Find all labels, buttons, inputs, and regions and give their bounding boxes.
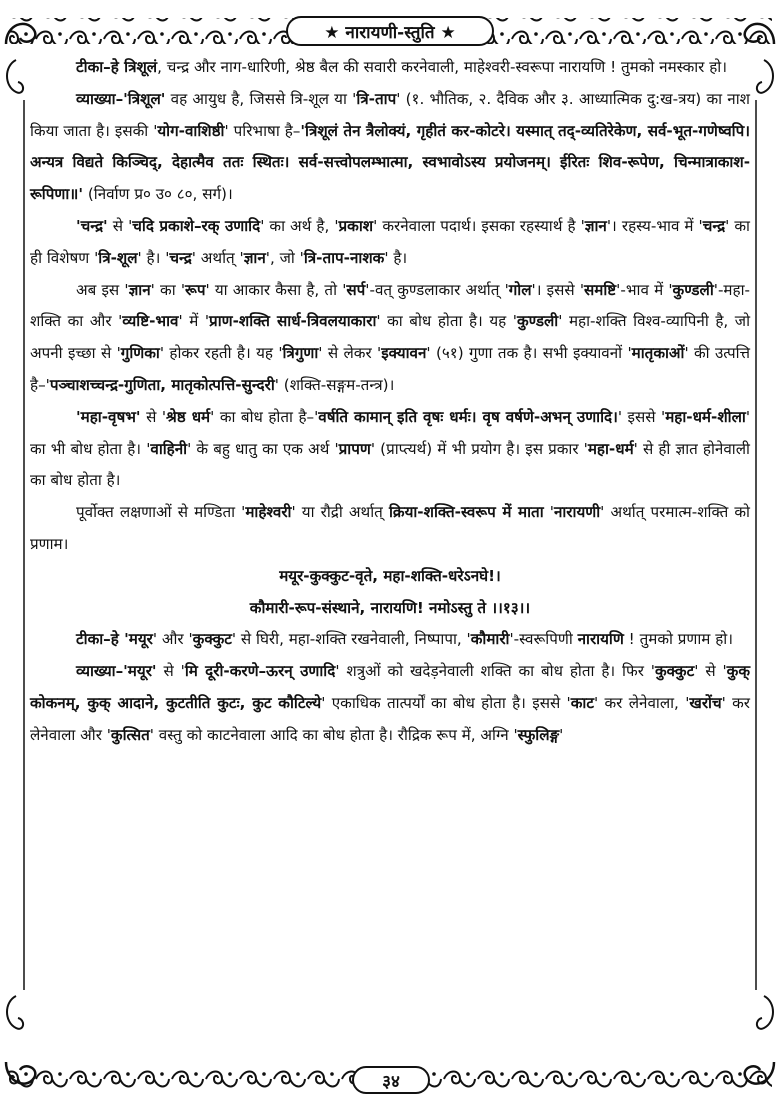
text-run: नारायणी <box>553 503 601 522</box>
text-run: ' एकाधिक तात्पर्यों का बोध होता है। इससे ' <box>321 693 571 712</box>
text-run: से ' <box>156 662 185 681</box>
text-run: '। रहस्य-भाव में ' <box>606 216 703 235</box>
text-run: ' है। <box>384 248 408 267</box>
paragraph-maha-vrishabha <box>30 402 750 497</box>
text-run: योग-वाशिष्ठी <box>157 121 225 140</box>
text-run: कुक्कुट <box>654 662 695 681</box>
text-run: व्याख्या–'मयूर' <box>76 662 157 681</box>
text-run: चदि प्रकाशे–रक् उणादि <box>132 216 261 235</box>
text-run: अब इस ' <box>76 280 129 299</box>
paragraph-chandra <box>30 211 750 275</box>
text-run: गोल <box>508 280 532 299</box>
text-run: ' से लेकर ' <box>318 344 382 363</box>
paragraph-tika-1 <box>30 52 750 84</box>
text-run: ' (प्राप्त्यर्थ) में भी प्रयोग है। इस प्रकार ' <box>370 439 588 458</box>
text-run: वह आयुध है, जिससे त्रि-शूल या ' <box>165 89 357 108</box>
text-run: ' से ' <box>694 662 727 681</box>
text-run: '-भाव में ' <box>616 280 673 299</box>
text-run: टीका–हे <box>76 58 125 76</box>
text-run: ' से घिरी, महा-शक्ति रखनेवाली, निष्पापा, ' <box>231 630 471 649</box>
text-run: ', जो ' <box>265 248 304 267</box>
text-run: ' की उत्पत्ति है–' <box>30 344 750 394</box>
text-run: वर्षति कामान् इति वृषः धर्मः। वृष वर्षणे-अभन् उणादि। <box>318 407 618 426</box>
paragraph-tika-2 <box>30 624 750 656</box>
text-run: महा-धर्म-शीला <box>665 407 746 426</box>
text-run: प्रापण <box>338 439 371 458</box>
text-run: रूप <box>185 280 206 299</box>
page-number: ३४ <box>352 1066 430 1094</box>
text-run: कुत्सित <box>110 725 150 744</box>
text-run: ' है। ' <box>137 248 170 267</box>
text-run: त्रिशूलं <box>124 58 158 76</box>
text-run: ' का अर्थ है, ' <box>260 216 339 235</box>
text-run: व्यष्टि-भाव <box>122 312 179 331</box>
text-run: ' <box>543 503 554 522</box>
text-run: कुण्डली <box>516 312 559 331</box>
text-run: ' का बोध होता है–' <box>210 407 319 426</box>
text-run: ' और ' <box>152 630 193 649</box>
text-run: , चन्द्र और नाग-धारिणी, श्रेष्ठ बैल की सवारी करनेवाली, माहेश्वरी-स्वरूपा नारायणि ! तुमको नमस्कार हो। <box>157 58 727 76</box>
text-run: कुक्कुट <box>192 630 232 649</box>
text-run: ' अर्थात् ' <box>191 248 244 267</box>
text-run: ' महा-शक्ति विश्व-व्यापिनी है, जो अपनी इच्छा से ' <box>30 312 750 363</box>
text-run: कुक् कोकनम्, कुक् आदाने, कुटतीति कुटः, कुट कौटिल्ये <box>30 662 750 712</box>
text-run: त्रि-ताप-नाशक <box>303 248 385 267</box>
text-run: वाहिनी <box>150 439 188 458</box>
text-run: ज्ञान <box>584 216 607 235</box>
text-run: (निर्वाण प्र० उ० ८०, सर्ग)। <box>83 185 233 204</box>
verse-line-1: मयूर-कुक्कुट-वृते, महा-शक्ति-धरेऽनघे!। <box>279 566 501 585</box>
text-run: ' से ही ज्ञात होनेवाली का बोध होता है। <box>30 439 750 490</box>
text-run: श्रेष्ठ धर्म <box>166 407 211 426</box>
page-content <box>30 52 750 1056</box>
text-run: 'त्रिशूलं तेन त्रैलोक्यं, गृहीतं कर-कोटरे। यस्मात् तद्-व्यतिरेकेण, सर्व-भूत-गणेष्वपि। अन्यत्र विद्यते किञ्चिद्, देहात्मैव ततः स्थितः। सर्व-सत्त्वोपलम्भात्मा, स्वभावोऽस्य प्रयोजनम्। ईरितः शिव-रूपेण, चिन्मात्राकाश-रूपिणा॥' <box>30 121 750 204</box>
page-header-title: ★ नारायणी-स्तुति ★ <box>286 16 494 46</box>
text-run: त्रि-ताप <box>356 89 397 108</box>
text-run: नारायणि <box>577 630 624 649</box>
text-run: ! तुमको प्रणाम हो। <box>623 630 733 649</box>
text-run: गुणिका <box>120 344 160 363</box>
text-run: ' <box>559 725 564 744</box>
text-run: ' का भी बोध होता है। ' <box>30 407 750 458</box>
text-run: ' शत्रुओं को खदेड़नेवाली शक्ति का बोध होता है। फिर ' <box>335 662 655 681</box>
text-run: कौमारी <box>470 630 510 649</box>
text-run: इक्यावन <box>381 344 427 363</box>
text-run: '-वत् कुण्डलाकार अर्थात् ' <box>365 280 509 299</box>
text-run: ' का ' <box>150 280 186 299</box>
text-run: से ' <box>140 407 167 426</box>
text-run: मातृकाओं <box>631 344 685 363</box>
text-run: चन्द्र <box>169 248 192 267</box>
text-run: ' (५१) गुणा तक है। सभी इक्यावनों ' <box>426 344 632 363</box>
text-run: '-स्वरूपिणी <box>509 630 578 649</box>
text-run: मि दूरी-करणे–ऊरन् उणादि <box>184 662 336 681</box>
text-run: टीका–हे ' <box>76 630 129 649</box>
text-run: ' वस्तु को काटनेवाला आदि का बोध होता है। रौद्रिक रूप में, अग्नि ' <box>149 725 518 744</box>
text-run: ' करनेवाला पदार्थ। इसका रहस्यार्थ है ' <box>373 216 585 235</box>
text-run: ' (शक्ति-सङ्गम-तन्त्र)। <box>274 375 395 394</box>
verse-line-2: कौमारी-रूप-संस्थाने, नारायणि! नमोऽस्तु ते ।।१३।। <box>249 598 531 617</box>
text-run: ' कर लेनेवाला और ' <box>30 693 750 744</box>
text-run: चन्द्र <box>702 216 726 235</box>
text-run: समष्टि <box>584 280 617 299</box>
text-run: खरोंच <box>689 693 722 712</box>
text-run: त्रिगुणा <box>282 344 319 363</box>
text-run: ' कर लेनेवाला, ' <box>594 693 690 712</box>
text-run: व्याख्या–'त्रिशूल' <box>76 89 166 108</box>
paragraph-vyakhya-2 <box>30 656 750 751</box>
text-run: '। इससे ' <box>531 280 585 299</box>
text-run: पूर्वोक्त लक्षणाओं से मण्डिता ' <box>76 503 246 522</box>
text-run: महा-धर्म <box>587 439 634 458</box>
text-run: से ' <box>107 216 133 235</box>
text-run: काट <box>570 693 594 712</box>
text-run: ' या रौद्री अर्थात् <box>291 503 389 522</box>
text-run: ' इससे ' <box>617 407 666 426</box>
text-run: त्रि-शूल <box>98 248 138 267</box>
text-run: ' परिभाषा है– <box>224 121 301 140</box>
text-run: मयूर <box>128 630 153 649</box>
text-run: ' अर्थात् परमात्म-शक्ति को प्रणाम। <box>30 503 750 553</box>
paragraph-pranam <box>30 497 750 561</box>
text-run: सर्प <box>346 280 366 299</box>
text-run: प्रकाश <box>338 216 374 235</box>
text-run: पञ्चाशच्चन्द्र-गुणिता, मातृकोत्पत्ति-सुन्दरी <box>49 375 275 394</box>
text-run: क्रिया-शक्ति-स्वरूप में माता <box>388 503 544 522</box>
paragraph-jnana-rupa <box>30 275 750 402</box>
text-run: ' (१. भौतिक, २. दैविक और ३. आध्यात्मिक दु:ख-त्रय) का नाश किया जाता है। इसकी ' <box>30 89 750 140</box>
text-run: ज्ञान <box>128 280 151 299</box>
text-run: ' का ही विशेषण ' <box>30 216 750 267</box>
paragraph-vyakhya-1 <box>30 84 750 211</box>
text-run: प्राण-शक्ति सार्ध-त्रिवलयाकारा <box>209 312 377 331</box>
text-run: '-महा-शक्ति का और ' <box>30 280 750 331</box>
text-run: ज्ञान <box>243 248 266 267</box>
text-run: ' या आकार कैसा है, तो ' <box>205 280 347 299</box>
text-run: 'महा-वृषभ' <box>76 407 141 426</box>
text-run: ' का बोध होता है। यह ' <box>376 312 517 331</box>
text-run: कुण्डली <box>672 280 714 299</box>
text-run: ' में ' <box>178 312 210 331</box>
text-run: माहेश्वरी <box>245 503 292 522</box>
text-run: स्फुलिङ्ग <box>517 725 560 744</box>
text-run: ' के बहु धातु का एक अर्थ ' <box>187 439 339 458</box>
text-run: 'चन्द्र' <box>76 216 108 235</box>
text-run: ' होकर रहती है। यह ' <box>159 344 283 363</box>
